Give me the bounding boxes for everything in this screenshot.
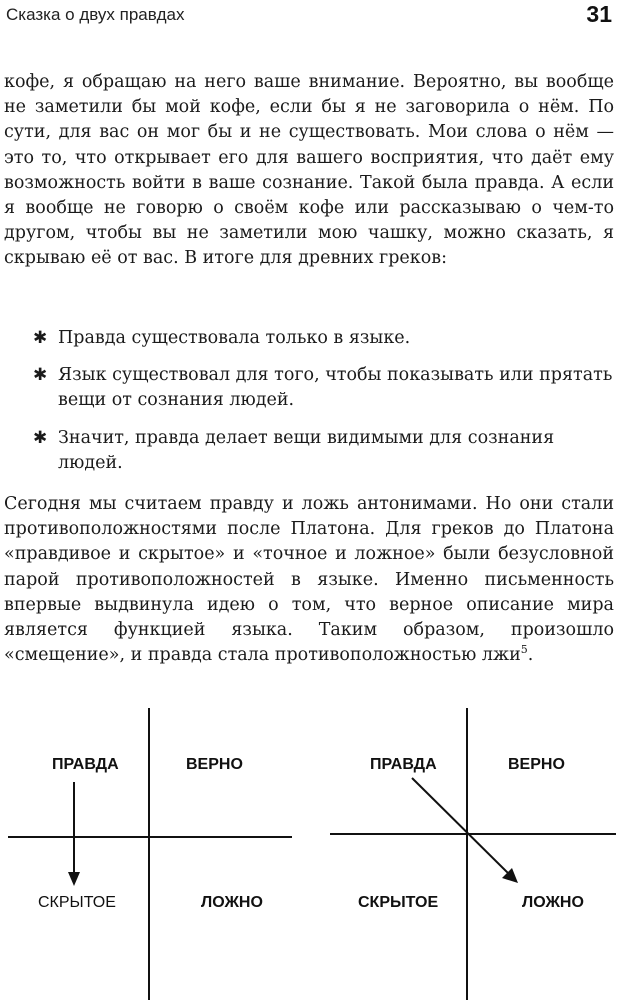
footnote-reference: 5 — [520, 643, 528, 657]
label-lozhno: ЛОЖНО — [201, 894, 263, 911]
paragraph-2-text: Сегодня мы считаем правду и ложь антонимами. Но они стали противоположностями после Платона. Для греков до Платона «правдивое и скрытое» и «точное и ложное» были безусловной парой противоположностей в языке. Именно письменность впервые выдвинула идею о том, что верное описание мира является функцией языка. Таким образом, произошло «смещение», и правда стала противоположностью лжи — [4, 494, 614, 666]
bullet-text: Язык существовал для того, чтобы показывать или прятать вещи от сознания людей. — [58, 365, 613, 411]
diagram-left — [8, 700, 308, 1000]
list-item — [0, 363, 614, 413]
bullet-text: Правда существовала только в языке. — [58, 328, 411, 348]
asterisk-icon: ✱ — [33, 365, 48, 386]
paragraph-2-end: . — [527, 645, 534, 666]
asterisk-icon: ✱ — [33, 328, 48, 348]
diagonal-arrow-icon — [412, 778, 509, 874]
paragraph-1: кофе, я обращаю на него ваше внимание. Вероятно, вы вообще не заметили бы мой кофе, если бы я не заговорила о нём. По сути, для вас он мог бы и не существовать. Мои слова о нём — это то, что открывает его для вашего восприятия, что даёт ему возможность войти в ваше сознание. Такой была правда. А если я вообще не говорю о своём кофе или рассказываю о чем-то другом, чтобы вы не заметили мою чашку, можно сказать, я скрываю её от вас. В итоге для древних греков: — [4, 72, 614, 269]
label-skrytoe: СКРЫТОЕ — [38, 894, 116, 911]
bullet-text: Значит, правда делает вещи видимыми для сознания людей. — [58, 427, 555, 473]
label-pravda: ПРАВДА — [52, 756, 119, 773]
bullet-list — [0, 326, 614, 488]
list-item — [0, 326, 614, 351]
label-lozhno: ЛОЖНО — [522, 894, 584, 911]
asterisk-icon: ✱ — [33, 427, 48, 448]
diagram-left-graphic — [8, 700, 308, 1000]
diagram-right-graphic — [326, 700, 620, 1000]
label-skrytoe: СКРЫТОЕ — [358, 894, 439, 911]
diagram-right — [326, 700, 620, 1000]
label-verno: ВЕРНО — [508, 756, 565, 773]
page-header — [0, 0, 620, 40]
paragraph-2 — [4, 492, 614, 668]
label-verno: ВЕРНО — [186, 756, 243, 773]
running-title: Сказка о двух правдах — [6, 5, 185, 24]
label-pravda: ПРАВДА — [370, 756, 437, 773]
list-item — [0, 426, 614, 476]
arrowhead-icon — [68, 872, 80, 886]
page-number: 31 — [586, 1, 612, 27]
